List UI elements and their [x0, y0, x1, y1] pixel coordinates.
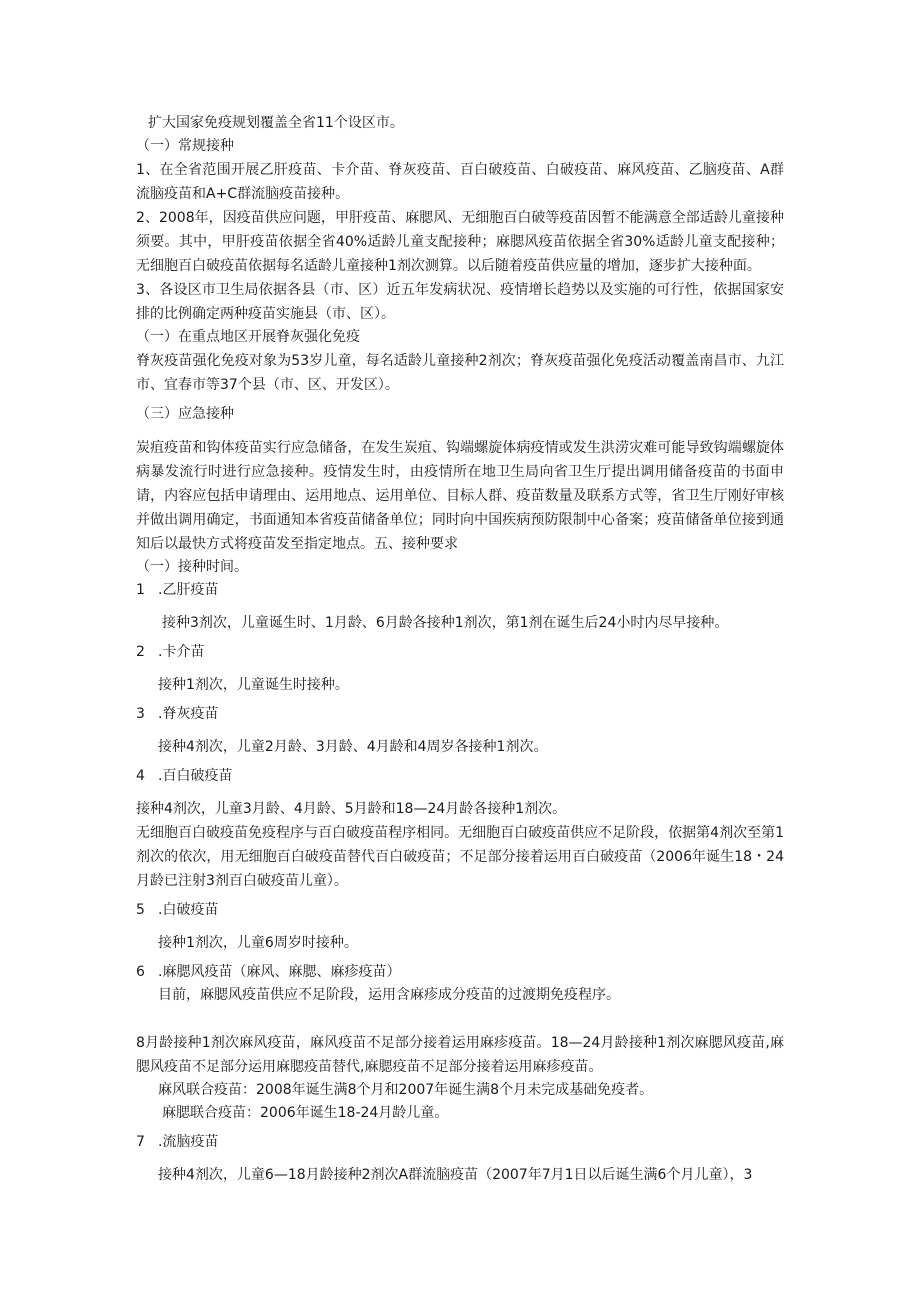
heading-vaccination-time: （一）接种时间。 — [136, 559, 248, 575]
item-description: 接种4剂次，儿童6—18月龄接种2剂次A群流脑疫苗（2007年7月1日以后诞生满6个月儿童），3 — [158, 1167, 753, 1183]
item-description: 接种1剂次，儿童诞生时接种。 — [158, 677, 349, 693]
paragraph-acellular-dtap: 无细胞百白破疫苗免疫程序与百白破疫苗程序相同。无细胞百白破疫苗供应不足阶段，依据第4剂次至第1剂次的依次，用无细胞百白破疫苗替代百白破疫苗；不足部分接着运用百白破疫苗（2006年诞生18・24月龄已注射3剂百白破疫苗儿童）。 — [136, 825, 784, 889]
item-heading — [136, 899, 784, 922]
heading-routine-vaccination: （一）常规接种 — [136, 138, 234, 154]
heading-emergency-vaccination: （三）应急接种 — [136, 406, 234, 422]
item-heading — [136, 961, 784, 984]
item-title: .乙肝疫苗 — [158, 582, 219, 598]
item-heading — [136, 641, 784, 664]
item-number: 2 — [136, 644, 145, 660]
item-title: .流脑疫苗 — [158, 1134, 219, 1150]
item-title: .麻腮风疫苗（麻风、麻腮、麻疹疫苗） — [158, 964, 401, 980]
item-title: .卡介苗 — [158, 644, 205, 660]
item-number: 4 — [136, 768, 145, 784]
item-title: .百白破疫苗 — [158, 768, 233, 784]
item-heading — [136, 579, 784, 602]
item-description: 接种3剂次，儿童诞生时、1月龄、6月龄各接种1剂次，第1剂在诞生后24小时内尽早接种。 — [162, 615, 729, 631]
item-number: 3 — [136, 706, 145, 722]
paragraph-2: 2、2008年，因疫苗供应问题，甲肝疫苗、麻腮风、无细胞百白破等疫苗因暂不能满意全部适龄儿童接种须要。其中，甲肝疫苗依据全省40%适龄儿童支配接种；麻腮风疫苗依据全省30%适龄儿童支配接种；无细胞百白破疫苗依据每名适龄儿童接种1剂次测算。以后随着疫苗供应量的增加，逐步扩大接种面。 — [136, 210, 784, 274]
item-number: 6 — [136, 964, 145, 980]
item-heading — [136, 765, 784, 788]
paragraph-mmr-schedule: 8月龄接种1剂次麻风疫苗，麻风疫苗不足部分接着运用麻疹疫苗。18—24月龄接种1剂次麻腮风疫苗,麻腮风疫苗不足部分运用麻腮疫苗替代,麻腮疫苗不足部分接着运用麻疹疫苗。 — [136, 1035, 784, 1075]
paragraph-3: 3、各设区市卫生局依据各县（市、区）近五年发病状况、疫情增长趋势以及实施的可行性，依据国家安排的比例确定两种疫苗实施县（市、区）。 — [136, 282, 784, 322]
mm-combined-line: 麻腮联合疫苗：2006年诞生18-24月龄儿童。 — [162, 1105, 449, 1121]
mr-combined-line: 麻风联合疫苗：2008年诞生满8个月和2007年诞生满8个月未完成基础免疫者。 — [158, 1082, 654, 1098]
item-title: .白破疫苗 — [158, 902, 219, 918]
paragraph-emergency: 炭疽疫苗和钩体疫苗实行应急储备，在发生炭疽、钩端螺旋体病疫情或发生洪涝灾难可能导致钩端螺旋体病暴发流行时进行应急接种。疫情发生时，由疫情所在地卫生局向省卫生厅提出调用储备疫苗的书面申请，内容应包括申请理由、运用地点、运用单位、目标人群、疫苗数量及联系方式等，省卫生厅刚好审核并做出调用确定，书面通知本省疫苗储备单位；同时向中国疾病预防限制中心备案；疫苗储备单位接到通知后以最快方式将疫苗发至指定地点。五、接种要求 — [136, 440, 784, 552]
item-number: 7 — [136, 1134, 145, 1150]
intro-line: 扩大国家免疫规划覆盖全省11个设区市。 — [148, 115, 404, 131]
item-number: 5 — [136, 902, 145, 918]
item-description: 目前，麻腮风疫苗供应不足阶段，运用含麻疹成分疫苗的过渡期免疫程序。 — [158, 987, 620, 1003]
item-description: 接种4剂次，儿童3月龄、4月龄、5月龄和18—24月龄各接种1剂次。 — [136, 801, 567, 817]
paragraph-polio: 脊灰疫苗强化免疫对象为53岁儿童，每名适龄儿童接种2剂次；脊灰疫苗强化免疫活动覆盖南昌市、九江市、宜春市等37个县（市、区、开发区）。 — [136, 353, 784, 393]
heading-polio-campaign: （一）在重点地区开展脊灰强化免疫 — [136, 329, 360, 345]
item-number: 1 — [136, 582, 145, 598]
paragraph-1: 1、在全省范围开展乙肝疫苗、卡介苗、脊灰疫苗、百白破疫苗、白破疫苗、麻风疫苗、乙脑疫苗、A群流脑疫苗和A+C群流脑疫苗接种。 — [136, 162, 784, 202]
item-description: 接种1剂次，儿童6周岁时接种。 — [158, 935, 358, 951]
item-description: 接种4剂次，儿童2月龄、3月龄、4月龄和4周岁各接种1剂次。 — [158, 739, 548, 755]
item-title: .脊灰疫苗 — [158, 706, 219, 722]
item-heading — [136, 1131, 784, 1154]
item-heading — [136, 703, 784, 726]
document-page — [136, 112, 784, 1187]
